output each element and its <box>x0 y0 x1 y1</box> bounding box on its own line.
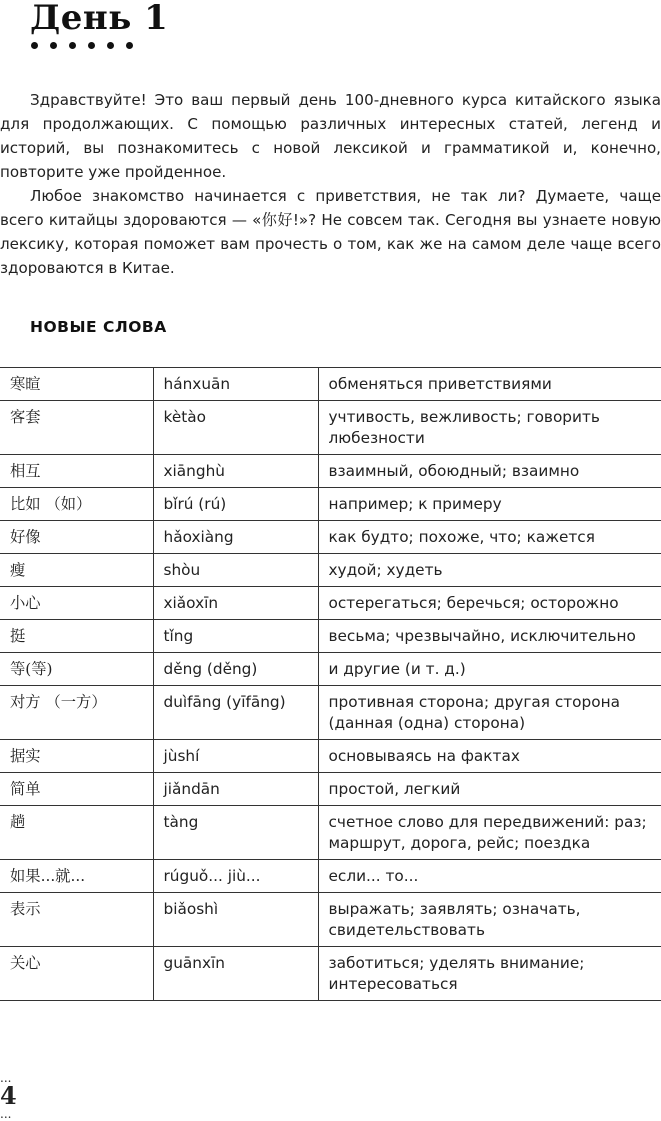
vocab-meaning-cell: обменяться приветствиями <box>318 368 661 401</box>
vocab-meaning-cell: как будто; похоже, что; кажется <box>318 521 661 554</box>
table-row <box>0 893 661 947</box>
vocab-hanzi-cell: 如果...就... <box>0 860 153 893</box>
vocab-meaning-cell: остерегаться; беречься; осторожно <box>318 587 661 620</box>
vocab-pinyin-cell: tǐng <box>153 620 318 653</box>
vocab-meaning-cell: счетное слово для передвижений: раз; маршрут, дорога, рейс; поездка <box>318 806 661 860</box>
vocab-hanzi-cell: 等(等) <box>0 653 153 686</box>
vocab-hanzi-cell: 客套 <box>0 401 153 455</box>
vocab-pinyin-cell: duìfāng (yīfāng) <box>153 686 318 740</box>
table-row <box>0 368 661 401</box>
table-row <box>0 455 661 488</box>
vocab-pinyin-cell: hǎoxiàng <box>153 521 318 554</box>
vocab-pinyin-cell: rúguǒ... jiù... <box>153 860 318 893</box>
vocab-pinyin-cell: kètào <box>153 401 318 455</box>
vocabulary-table <box>0 367 661 1001</box>
table-row <box>0 806 661 860</box>
page-number: 4 <box>0 1081 17 1110</box>
section-title: НОВЫЕ СЛОВА <box>30 318 167 336</box>
vocab-pinyin-cell: shòu <box>153 554 318 587</box>
vocab-meaning-cell: выражать; заявлять; означать, свидетельствовать <box>318 893 661 947</box>
vocab-meaning-cell: взаимный, обоюдный; взаимно <box>318 455 661 488</box>
intro-paragraph: Здравствуйте! Это ваш первый день 100-дневного курса китайского языка для продолжающих. С помощью различных интересных статей, легенд и историй, вы познакомитесь с новой лексикой и грамматикой и, конечно, повторите уже пройденное. <box>0 91 661 181</box>
vocab-meaning-cell: худой; худеть <box>318 554 661 587</box>
vocab-pinyin-cell: xiǎoxīn <box>153 587 318 620</box>
vocab-meaning-cell: основываясь на фактах <box>318 740 661 773</box>
table-row <box>0 401 661 455</box>
intro-text <box>0 88 661 280</box>
dot-icon <box>126 42 133 49</box>
footer-ellipsis-top: ... <box>0 1071 12 1085</box>
dot-icon <box>88 42 95 49</box>
vocab-pinyin-cell: tàng <box>153 806 318 860</box>
dot-icon <box>50 42 57 49</box>
vocab-pinyin-cell: jiǎndān <box>153 773 318 806</box>
title-dots-decoration <box>31 42 133 49</box>
footer-ellipsis-bottom: ... <box>0 1107 12 1121</box>
table-row <box>0 521 661 554</box>
vocab-hanzi-cell: 简单 <box>0 773 153 806</box>
table-row <box>0 740 661 773</box>
vocab-meaning-cell: учтивость, вежливость; говорить любезности <box>318 401 661 455</box>
table-row <box>0 947 661 1001</box>
vocab-hanzi-cell: 挺 <box>0 620 153 653</box>
vocab-hanzi-cell: 据实 <box>0 740 153 773</box>
vocab-meaning-cell: противная сторона; другая сторона (данная (одна) сторона) <box>318 686 661 740</box>
page-footer <box>0 1072 17 1120</box>
dot-icon <box>69 42 76 49</box>
page-title: День 1 <box>30 0 169 38</box>
table-row <box>0 653 661 686</box>
table-row <box>0 620 661 653</box>
vocab-hanzi-cell: 相互 <box>0 455 153 488</box>
dot-icon <box>107 42 114 49</box>
vocab-hanzi-cell: 比如 （如） <box>0 488 153 521</box>
intro-paragraph: Любое знакомство начинается с приветствия, не так ли? Думаете, чаще всего китайцы здороваются — «你好!»? Не совсем так. Сегодня вы узнаете новую лексику, которая поможет вам прочесть о том, как же на самом деле чаще всего здороваются в Китае. <box>0 187 661 277</box>
table-row <box>0 554 661 587</box>
vocab-pinyin-cell: jùshí <box>153 740 318 773</box>
vocab-meaning-cell: если... то... <box>318 860 661 893</box>
vocab-hanzi-cell: 表示 <box>0 893 153 947</box>
vocab-hanzi-cell: 对方 （一方） <box>0 686 153 740</box>
vocab-hanzi-cell: 小心 <box>0 587 153 620</box>
vocab-meaning-cell: весьма; чрезвычайно, исключительно <box>318 620 661 653</box>
vocab-meaning-cell: заботиться; уделять внимание; интересоваться <box>318 947 661 1001</box>
table-row <box>0 587 661 620</box>
vocab-pinyin-cell: guānxīn <box>153 947 318 1001</box>
table-row <box>0 686 661 740</box>
vocab-pinyin-cell: biǎoshì <box>153 893 318 947</box>
vocab-hanzi-cell: 关心 <box>0 947 153 1001</box>
vocab-meaning-cell: и другие (и т. д.) <box>318 653 661 686</box>
vocab-meaning-cell: например; к примеру <box>318 488 661 521</box>
vocab-pinyin-cell: bǐrú (rú) <box>153 488 318 521</box>
table-row <box>0 488 661 521</box>
vocab-hanzi-cell: 趟 <box>0 806 153 860</box>
vocab-hanzi-cell: 瘦 <box>0 554 153 587</box>
dot-icon <box>31 42 38 49</box>
table-row <box>0 860 661 893</box>
vocab-pinyin-cell: děng (děng) <box>153 653 318 686</box>
vocab-hanzi-cell: 好像 <box>0 521 153 554</box>
table-row <box>0 773 661 806</box>
vocab-hanzi-cell: 寒暄 <box>0 368 153 401</box>
vocab-pinyin-cell: hánxuān <box>153 368 318 401</box>
vocab-pinyin-cell: xiānghù <box>153 455 318 488</box>
vocab-meaning-cell: простой, легкий <box>318 773 661 806</box>
